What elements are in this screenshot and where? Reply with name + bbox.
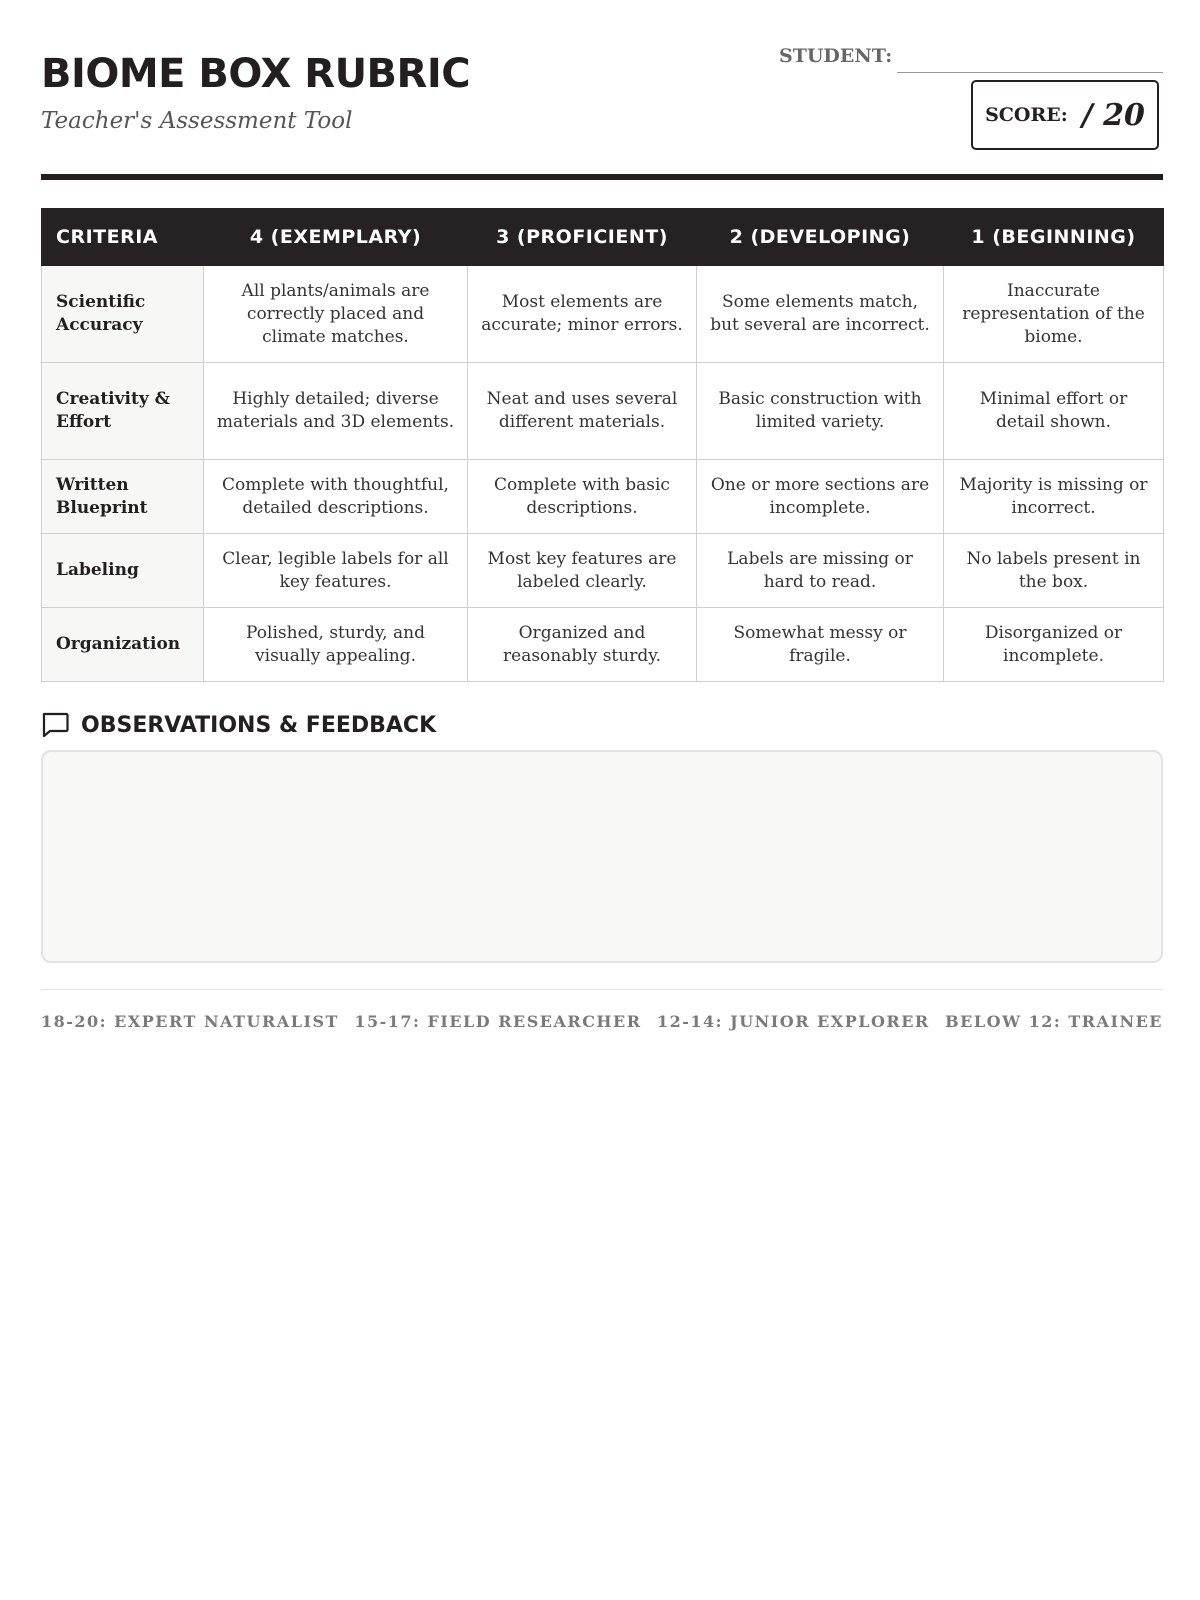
table-row (42, 608, 1164, 682)
rubric-cell: Labels are missing or hard to read. (697, 534, 944, 608)
score-box (971, 80, 1159, 150)
criterion-label: Labeling (42, 534, 204, 608)
score-scale (41, 1012, 1163, 1031)
table-row (42, 363, 1164, 460)
header-divider (41, 174, 1163, 180)
header (41, 0, 1163, 182)
rubric-cell: Basic construction with limited variety. (697, 363, 944, 460)
rubric-cell: No labels present in the box. (944, 534, 1164, 608)
header-proficient: 3 (PROFICIENT) (468, 209, 697, 266)
scale-item: 15-17: FIELD RESEARCHER (354, 1012, 642, 1031)
rubric-cell: Disorganized or incomplete. (944, 608, 1164, 682)
observations-title: OBSERVATIONS & FEEDBACK (81, 712, 437, 738)
table-row (42, 460, 1164, 534)
scale-item: BELOW 12: TRAINEE (945, 1012, 1163, 1031)
header-developing: 2 (DEVELOPING) (697, 209, 944, 266)
table-header-row (42, 209, 1164, 266)
criterion-label: Organization (42, 608, 204, 682)
rubric-cell: Most key features are labeled clearly. (468, 534, 697, 608)
rubric-cell: Complete with basic descriptions. (468, 460, 697, 534)
table-row (42, 534, 1164, 608)
rubric-cell: Highly detailed; diverse materials and 3D elements. (204, 363, 468, 460)
rubric-cell: All plants/animals are correctly placed and climate matches. (204, 266, 468, 363)
criterion-label: Written Blueprint (42, 460, 204, 534)
rubric-cell: Organized and reasonably sturdy. (468, 608, 697, 682)
rubric-cell: Most elements are accurate; minor errors. (468, 266, 697, 363)
student-label: STUDENT: (779, 45, 893, 67)
rubric-page (41, 0, 1163, 1031)
rubric-cell: Polished, sturdy, and visually appealing. (204, 608, 468, 682)
score-total: / 20 (1081, 97, 1145, 133)
speech-bubble-icon (41, 712, 69, 738)
header-exemplary: 4 (EXEMPLARY) (204, 209, 468, 266)
rubric-cell: Inaccurate representation of the biome. (944, 266, 1164, 363)
table-row (42, 266, 1164, 363)
rubric-table (41, 208, 1164, 682)
rubric-cell: Neat and uses several different materials. (468, 363, 697, 460)
header-beginning: 1 (BEGINNING) (944, 209, 1164, 266)
rubric-cell: Clear, legible labels for all key features. (204, 534, 468, 608)
observations-heading (41, 712, 436, 738)
rubric-cell: Somewhat messy or fragile. (697, 608, 944, 682)
scale-item: 12-14: JUNIOR EXPLORER (657, 1012, 930, 1031)
rubric-cell: One or more sections are incomplete. (697, 460, 944, 534)
page-title: BIOME BOX RUBRIC (41, 51, 471, 97)
scale-item: 18-20: EXPERT NATURALIST (41, 1012, 339, 1031)
header-criteria: CRITERIA (42, 209, 204, 266)
rubric-cell: Minimal effort or detail shown. (944, 363, 1164, 460)
rubric-cell: Majority is missing or incorrect. (944, 460, 1164, 534)
score-label: SCORE: (985, 104, 1068, 126)
page-subtitle: Teacher's Assessment Tool (41, 108, 353, 134)
criterion-label: Creativity & Effort (42, 363, 204, 460)
rubric-cell: Some elements match, but several are incorrect. (697, 266, 944, 363)
observations-feedback-box[interactable] (41, 750, 1163, 963)
rubric-cell: Complete with thoughtful, detailed descriptions. (204, 460, 468, 534)
student-name-line[interactable] (897, 72, 1163, 73)
criterion-label: Scientific Accuracy (42, 266, 204, 363)
footer-divider (41, 989, 1163, 990)
